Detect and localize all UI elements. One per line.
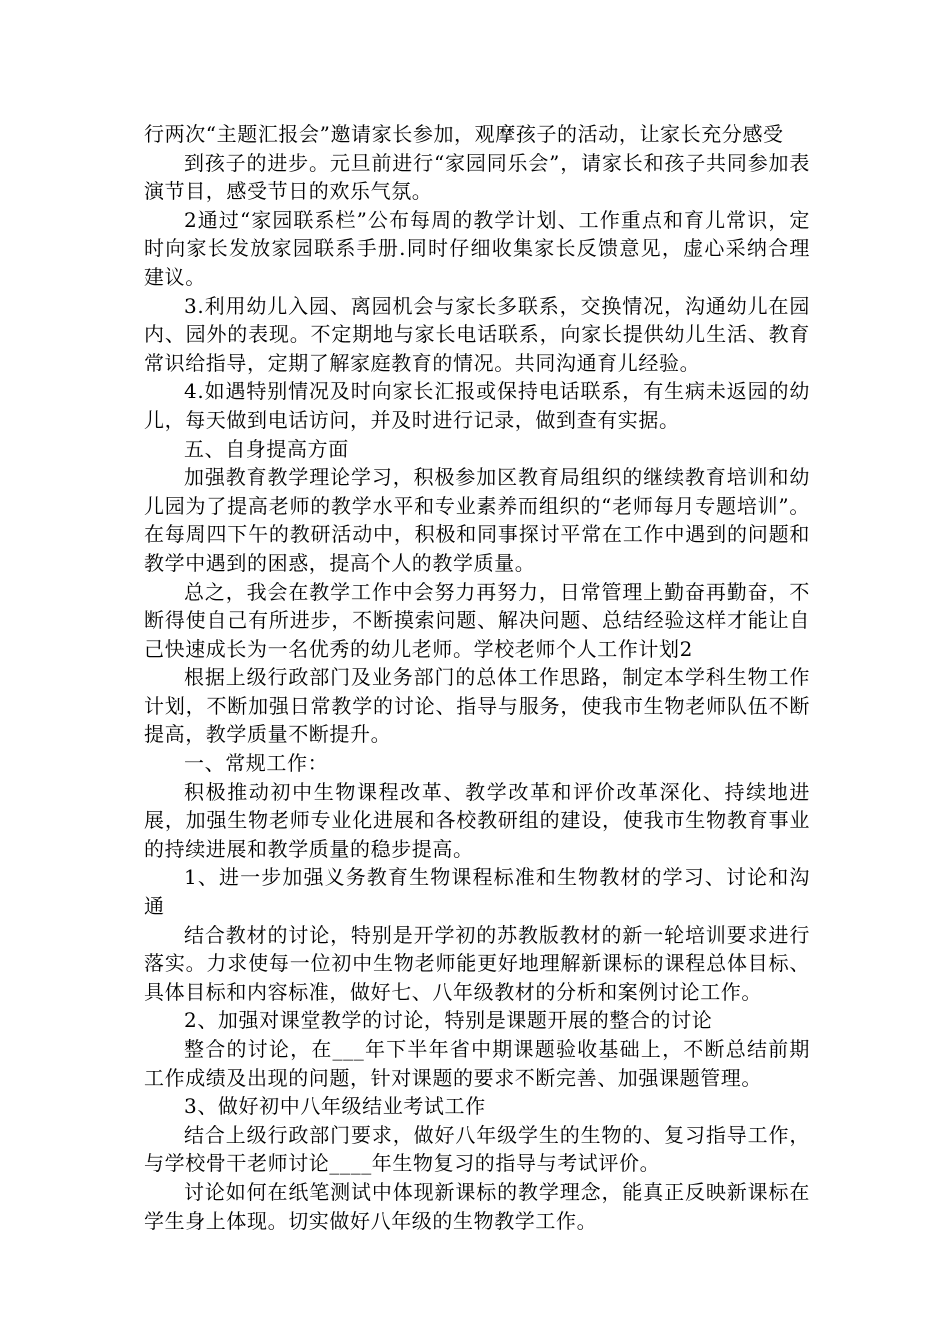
paragraph-1: 行两次“主题汇报会”邀请家长参加，观摩孩子的活动，让家长充分感受 xyxy=(144,122,784,146)
paragraph-8: 总之，我会在教学工作中会努力再努力，日常管理上勤奋再勤奋，不断得使自己有所进步，不断摸索问题、解决问题、总结经验这样才能让自己快速成长为一名优秀的幼儿老师。学校老师个人工作计划2 xyxy=(144,579,810,661)
subheading-3: 3、做好初中八年级结业考试工作 xyxy=(184,1094,486,1119)
section-heading-5: 五、自身提高方面 xyxy=(184,436,349,461)
paragraph-17: 结合上级行政部门要求，做好八年级学生的生物的、复习指导工作，与学校骨干老师讨论____年生物复习的指导与考试评价。 xyxy=(144,1122,810,1176)
document-body xyxy=(144,120,810,1235)
paragraph-13: 结合教材的讨论，特别是开学初的苏教版教材的新一轮培训要求进行落实。力求使每一位初中生物老师能更好地理解新课标的课程总体目标、具体目标和内容标准，做好七、八年级教材的分析和案例讨论工作。 xyxy=(144,922,810,1004)
paragraph-18: 讨论如何在纸笔测试中体现新课标的教学理念，能真正反映新课标在学生身上体现。切实做好八年级的生物教学工作。 xyxy=(144,1179,810,1233)
paragraph-9: 根据上级行政部门及业务部门的总体工作思路，制定本学科生物工作计划，不断加强日常教学的讨论、指导与服务，使我市生物老师队伍不断提高，教学质量不断提升。 xyxy=(144,665,810,747)
paragraph-11: 积极推动初中生物课程改革、教学改革和评价改革深化、持续地进展，加强生物老师专业化进展和各校教研组的建设，使我市生物教育事业的持续进展和教学质量的稳步提高。 xyxy=(144,779,810,861)
paragraph-4: 3.利用幼儿入园、离园机会与家长多联系，交换情况，沟通幼儿在园内、园外的表现。不定期地与家长电话联系，向家长提供幼儿生活、教育常识给指导，定期了解家庭教育的情况。共同沟通育儿经验。 xyxy=(144,293,810,375)
paragraph-2: 到孩子的进步。元旦前进行“家园同乐会”，请家长和孩子共同参加表演节目，感受节日的欢乐气氛。 xyxy=(144,150,810,204)
paragraph-3: 2通过“家园联系栏”公布每周的教学计划、工作重点和育儿常识，定时向家长发放家园联系手册.同时仔细收集家长反馈意见，虚心采纳合理建议。 xyxy=(144,207,810,289)
paragraph-7: 加强教育教学理论学习，积极参加区教育局组织的继续教育培训和幼儿园为了提高老师的教学水平和专业素养而组织的“老师每月专题培训”。在每周四下午的教研活动中，积极和同事探讨平常在工作中遇到的问题和教学中遇到的困惑，提高个人的教学质量。 xyxy=(144,465,810,575)
paragraph-5: 4.如遇特别情况及时向家长汇报或保持电话联系，有生病未返园的幼儿，每天做到电话访问，并及时进行记录，做到查有实据。 xyxy=(144,379,810,432)
paragraph-15: 整合的讨论，在___年下半年省中期课题验收基础上，不断总结前期工作成绩及出现的问题，针对课题的要求不断完善、加强课题管理。 xyxy=(144,1037,810,1090)
section-heading-1: 一、常规工作： xyxy=(184,751,329,776)
subheading-1: 1、进一步加强义务教育生物课程标准和生物教材的学习、讨论和沟通 xyxy=(144,865,810,919)
subheading-2: 2、加强对课堂教学的讨论，特别是课题开展的整合的讨论 xyxy=(184,1008,713,1033)
